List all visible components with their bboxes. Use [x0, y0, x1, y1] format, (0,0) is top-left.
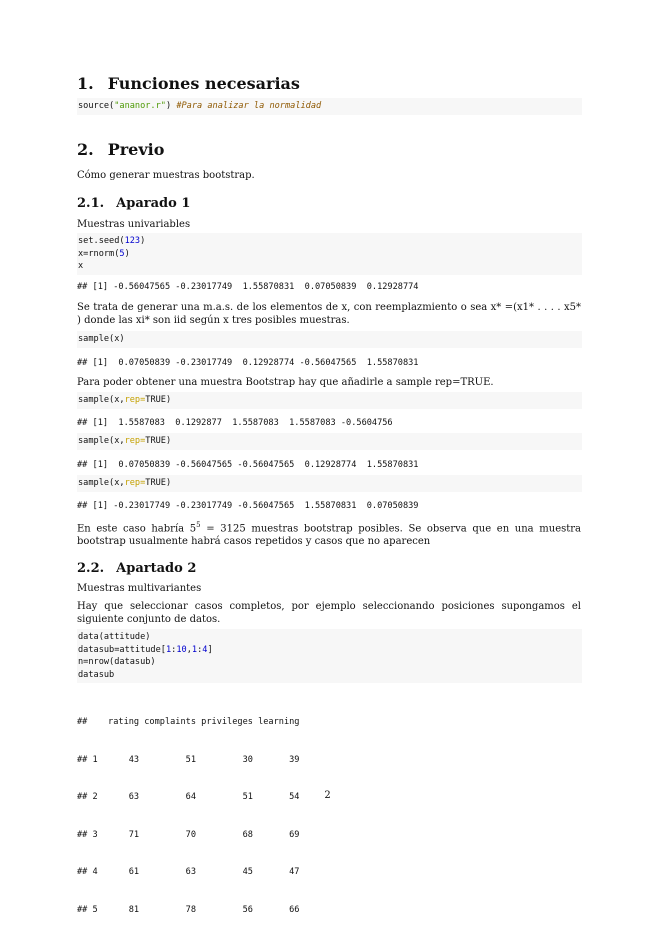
- code-number: 4: [202, 644, 208, 655]
- code-block-rnorm: [77, 233, 582, 275]
- table-row: ## 2 63 64 51 54: [77, 792, 300, 802]
- code-number: 123: [124, 236, 141, 246]
- text: En este caso habría 5: [77, 523, 197, 535]
- subsection-title: Apartado 2: [116, 561, 197, 576]
- code-block-attitude: [77, 629, 582, 683]
- code-argument: rep=: [124, 436, 146, 446]
- table-header-line: ## rating complaints privileges learning: [77, 717, 300, 727]
- paragraph-univariables: Muestras univariables: [77, 219, 191, 230]
- code-argument: rep=: [124, 478, 146, 488]
- code-text: ): [165, 101, 177, 111]
- code-text: TRUE): [145, 395, 172, 405]
- code-text: data(attitude): [78, 632, 151, 642]
- subsection-number: 2.1.: [77, 196, 105, 211]
- code-argument: rep=: [124, 395, 146, 405]
- code-text: set.seed(: [78, 236, 125, 246]
- code-text: ): [140, 236, 146, 246]
- output-datasub-table: [77, 691, 581, 941]
- superscript: 5: [196, 521, 201, 529]
- table-row: ## 4 61 63 45 47: [77, 867, 300, 877]
- code-text: sample(x,: [78, 478, 125, 488]
- code-comment: #Para analizar la normalidad: [176, 101, 322, 111]
- code-number: 1: [165, 644, 172, 655]
- code-text: TRUE): [145, 436, 172, 446]
- table-row: ## 1 43 51 30 39: [77, 754, 300, 765]
- code-text: x=rnorm(: [78, 248, 120, 259]
- output-sample: ## [1] 0.07050839 -0.23017749 0.12928774 -0.56047565 1.55870831: [77, 358, 419, 368]
- text: = 3125 muestras bootstrap posibles. Se observa que en una muestra bootstrap usualmente habrá casos repetidos y casos que no aparecen: [77, 523, 582, 548]
- output-x: ## [1] -0.56047565 -0.23017749 1.55870831 0.07050839 0.12928774: [77, 282, 419, 292]
- code-block-sample-rep-1: [77, 392, 582, 409]
- code-text: ]: [207, 644, 213, 655]
- code-text: source(: [78, 101, 115, 111]
- section-number: 2.: [77, 140, 94, 159]
- code-text: datasub=attitude[: [78, 644, 166, 655]
- paragraph-previo: Cómo generar muestras bootstrap.: [77, 170, 255, 181]
- section-number: 1.: [77, 74, 94, 93]
- code-block-sample-rep-2: [77, 433, 582, 450]
- page-number: 2: [324, 790, 331, 801]
- code-number: 1: [191, 644, 198, 655]
- subsection-title: Aparado 1: [116, 196, 191, 211]
- code-text: sample(x,: [78, 436, 125, 446]
- output-sample-rep-3: ## [1] -0.23017749 -0.23017749 -0.56047565 1.55870831 0.07050839: [77, 501, 419, 511]
- code-string: "ananor.r": [114, 101, 166, 111]
- code-text: datasub: [78, 669, 115, 680]
- output-sample-rep-2: ## [1] 0.07050839 -0.56047565 -0.56047565 0.12928774 1.55870831: [77, 460, 419, 470]
- code-block-source: [77, 98, 582, 115]
- code-number: 5: [119, 248, 125, 259]
- paragraph-hay: Hay que seleccionar casos completos, por ejemplo seleccionando posiciones supongamos el siguiente conjunto de datos.: [77, 601, 581, 625]
- code-block-sample-rep-3: [77, 475, 582, 492]
- subsection-2-1-heading: [77, 196, 581, 211]
- section-title: Funciones necesarias: [107, 74, 300, 93]
- paragraph-trata: Se trata de generar una m.a.s. de los elementos de x, con reemplazmiento o sea x* =(x1* . . . . x5* ) donde las xi* son iid según x tres posibles muestras.: [77, 302, 581, 326]
- code-block-sample: sample(x): [77, 331, 582, 348]
- code-text: :: [197, 644, 203, 655]
- code-text: ): [124, 248, 130, 259]
- code-text: :: [171, 644, 177, 655]
- table-row: ## 3 71 70 68 69: [77, 829, 300, 840]
- code-number: 10: [176, 644, 187, 655]
- paragraph-caso: [77, 519, 581, 548]
- section-title: Previo: [107, 140, 165, 159]
- code-text: x: [78, 261, 84, 271]
- table-row: ## 5 81 78 56 66: [77, 904, 300, 915]
- code-text: ,: [186, 644, 192, 655]
- output-sample-rep-1: ## [1] 1.5587083 0.1292877 1.5587083 1.5587083 -0.5604756: [77, 418, 393, 428]
- paragraph-poder: Para poder obtener una muestra Bootstrap hay que añadirle a sample rep=TRUE.: [77, 377, 494, 388]
- code-text: sample(x,: [78, 395, 125, 405]
- paragraph-multivariantes: Muestras multivariantes: [77, 583, 202, 594]
- section-1-heading: [77, 74, 581, 93]
- subsection-number: 2.2.: [77, 561, 105, 576]
- code-text: TRUE): [145, 478, 172, 488]
- code-text: n=nrow(datasub): [78, 657, 156, 667]
- subsection-2-2-heading: [77, 561, 581, 576]
- section-2-heading: [77, 140, 581, 159]
